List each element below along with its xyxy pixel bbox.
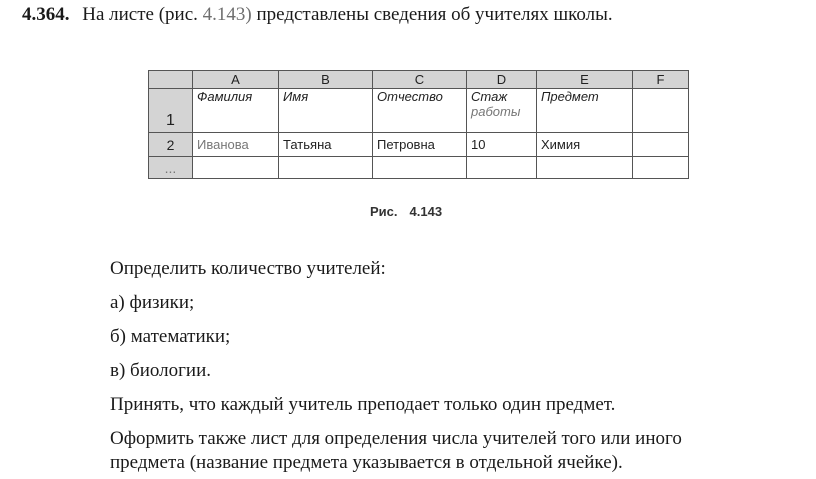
caption-label: Рис.	[370, 204, 398, 219]
problem-text-after: представлены сведения об учителях школы.	[256, 4, 613, 25]
cell-c1: Отчество	[373, 89, 467, 133]
cell-d1-line1: Стаж	[471, 89, 508, 104]
problem-text-before: На листе (рис.	[82, 4, 198, 25]
corner-cell	[149, 71, 193, 89]
row-number-2: 2	[149, 133, 193, 157]
cell-empty	[373, 157, 467, 179]
column-header-a: A	[193, 71, 279, 89]
cell-b1: Имя	[279, 89, 373, 133]
cell-empty	[279, 157, 373, 179]
problem-statement	[22, 4, 613, 26]
task-item-b: б) математики;	[110, 326, 231, 347]
cell-empty	[467, 157, 537, 179]
cell-a1: Фамилия	[193, 89, 279, 133]
cell-b2: Татьяна	[279, 133, 373, 157]
row-number-ellipsis: ...	[149, 157, 193, 179]
task-extra-line-1: Оформить также лист для определения числа учителей того или иного	[110, 428, 682, 449]
cell-e2: Химия	[537, 133, 633, 157]
figure-reference: 4.143)	[202, 4, 252, 25]
task-note: Принять, что каждый учитель преподает только один предмет.	[110, 394, 616, 415]
column-header-d: D	[467, 71, 537, 89]
cell-a2: Иванова	[193, 133, 279, 157]
table-row-header	[149, 89, 689, 133]
table-row-ellipsis	[149, 157, 689, 179]
column-header-row	[149, 71, 689, 89]
caption-number: 4.143	[409, 204, 443, 219]
cell-d1	[467, 89, 537, 133]
cell-c2: Петровна	[373, 133, 467, 157]
column-header-e: E	[537, 71, 633, 89]
task-item-c: в) биологии.	[110, 360, 211, 381]
cell-f1	[633, 89, 689, 133]
spreadsheet-figure	[148, 70, 689, 179]
cell-d1-line2: работы	[471, 104, 521, 119]
problem-number: 4.364.	[22, 4, 70, 25]
cell-empty	[193, 157, 279, 179]
cell-empty	[537, 157, 633, 179]
column-header-f: F	[633, 71, 689, 89]
column-header-b: B	[279, 71, 373, 89]
figure-caption	[370, 204, 442, 219]
column-header-c: C	[373, 71, 467, 89]
table-row	[149, 133, 689, 157]
task-extra-line-2: предмета (название предмета указывается в отдельной ячейке).	[110, 452, 623, 473]
cell-empty	[633, 157, 689, 179]
task-intro: Определить количество учителей:	[110, 258, 386, 279]
cell-e1: Предмет	[537, 89, 633, 133]
row-number-1: 1	[149, 89, 193, 133]
cell-f2	[633, 133, 689, 157]
task-item-a: а) физики;	[110, 292, 195, 313]
cell-d2: 10	[467, 133, 537, 157]
